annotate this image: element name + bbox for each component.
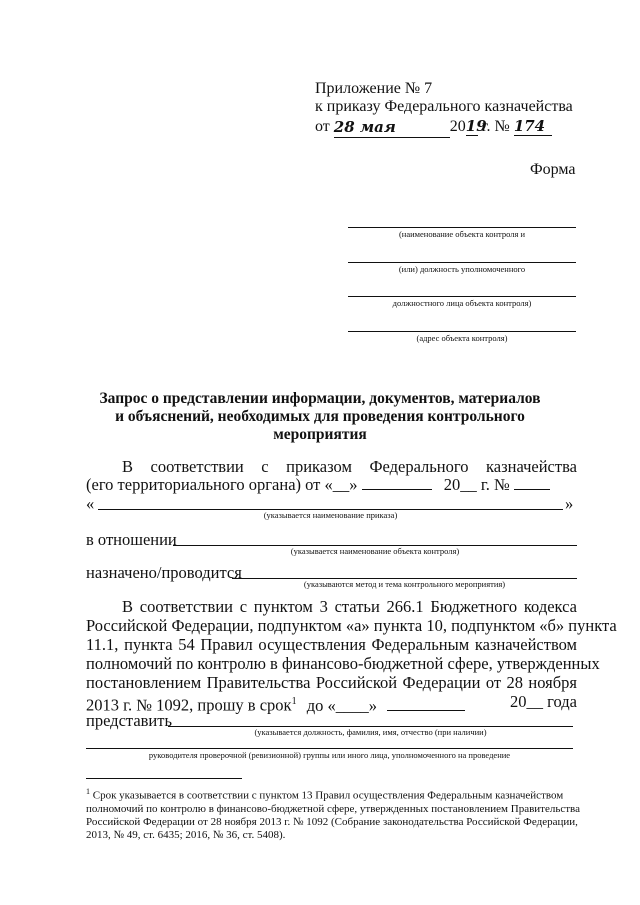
handwritten-year: 19 (465, 117, 487, 135)
para2-line-1: В соответствии с пунктом 3 статьи 266.1 Бюджетного кодекса (122, 597, 577, 616)
regarding-caption: (указывается наименование объекта контроля) (290, 546, 460, 556)
para2-line-4: полномочий по контролю в финансово-бюджетной сфере, утвержденных (86, 654, 600, 673)
document-title-line-3: мероприятия (273, 426, 367, 443)
deadline-month-blank (387, 710, 465, 711)
deadline-year: 20__ года (510, 692, 577, 711)
order-name-caption: (указывается наименование приказа) (263, 510, 398, 520)
handwritten-number: 174 (514, 117, 552, 136)
footnote-ref: 1 (291, 696, 297, 707)
document-title-line-1: Запрос о представлении информации, документов, материалов (99, 390, 541, 407)
submitter-caption: (указывается должность, фамилия, имя, отчество (при наличии) (254, 727, 487, 737)
word: казначейства (486, 457, 577, 476)
appendix-label: Приложение № 7 (315, 80, 433, 97)
year-prefix: 20 (449, 118, 466, 135)
address-caption-4: (адрес объекта контроля) (416, 333, 508, 343)
submit-label: представить (86, 711, 172, 730)
footnote-line-3: Российской Федерации от 28 ноября 2013 г. № 1092 (Собрание законодательства Российской Федерации, (86, 815, 578, 828)
footnote-mark: 1 (86, 787, 90, 796)
submitter-line-2 (86, 748, 573, 749)
address-caption-2: (или) должность уполномоченного (398, 264, 526, 274)
order-from-label: (его территориального органа) от «__» (86, 475, 358, 494)
word: соответствии (150, 457, 244, 476)
word: с (261, 457, 269, 476)
para1-line-1 (122, 457, 577, 476)
order-reference: к приказу Федерального казначейства (315, 98, 573, 115)
address-caption-1: (наименование объекта контроля и (398, 229, 526, 239)
open-quote: « (86, 494, 95, 513)
document-title-line-2: и объяснений, необходимых для проведения контрольного (115, 408, 525, 425)
close-quote: » (565, 494, 574, 513)
date-field (334, 118, 450, 138)
footnote-line-2: полномочий по контролю в финансово-бюджетной сфере, утвержденных постановлением Правительства (86, 802, 580, 815)
para2-line-3: 11.1, пункта 54 Правил осуществления Федеральным казначейством (86, 635, 577, 654)
footnote-separator (86, 778, 242, 779)
footnote-line-1: Срок указывается в соответствии с пунктом 13 Правил осуществления Федеральным казначейством (92, 789, 564, 802)
form-label: Форма (530, 161, 576, 178)
deadline-text: 2013 г. № 1092, прошу в срок (86, 695, 292, 715)
order-date-blank (362, 489, 432, 490)
order-number-blank (514, 489, 550, 490)
para2-line-5: постановлением Правительства Российской Федерации от 28 ноября (86, 673, 577, 692)
footnote-line-4: 2013, № 49, ст. 6435; 2016, № 36, ст. 5408). (86, 828, 286, 841)
footnote (86, 785, 581, 842)
address-line-2 (348, 262, 576, 263)
address-line-1 (348, 227, 576, 228)
regarding-label: в отношении (86, 530, 177, 549)
para2-line-2: Российской Федерации, подпунктом «а» пункта 10, подпунктом «б» пункта (86, 616, 617, 635)
deadline-day-blank: до «____» (306, 695, 377, 715)
word: приказом (286, 457, 352, 476)
assigned-label: назначено/проводится (86, 563, 242, 582)
assigned-caption: (указываются метод и тема контрольного мероприятия) (303, 579, 506, 589)
order-date-line (315, 117, 552, 137)
number-prefix: г. № (481, 118, 510, 135)
word: В (122, 457, 134, 476)
handwritten-date: 28 мая (333, 118, 396, 136)
order-number-label: 20__ г. № (443, 475, 510, 494)
address-caption-3: должностного лица объекта контроля) (392, 298, 532, 308)
address-line-3 (348, 296, 576, 297)
date-prefix: от (315, 118, 330, 135)
para1-line-2 (86, 475, 550, 494)
address-line-4 (348, 331, 576, 332)
submitter-caption-2: руководителя проверочной (ревизионной) группы или иного лица, уполномоченного на проведение (148, 750, 511, 760)
word: Федерального (369, 457, 469, 476)
